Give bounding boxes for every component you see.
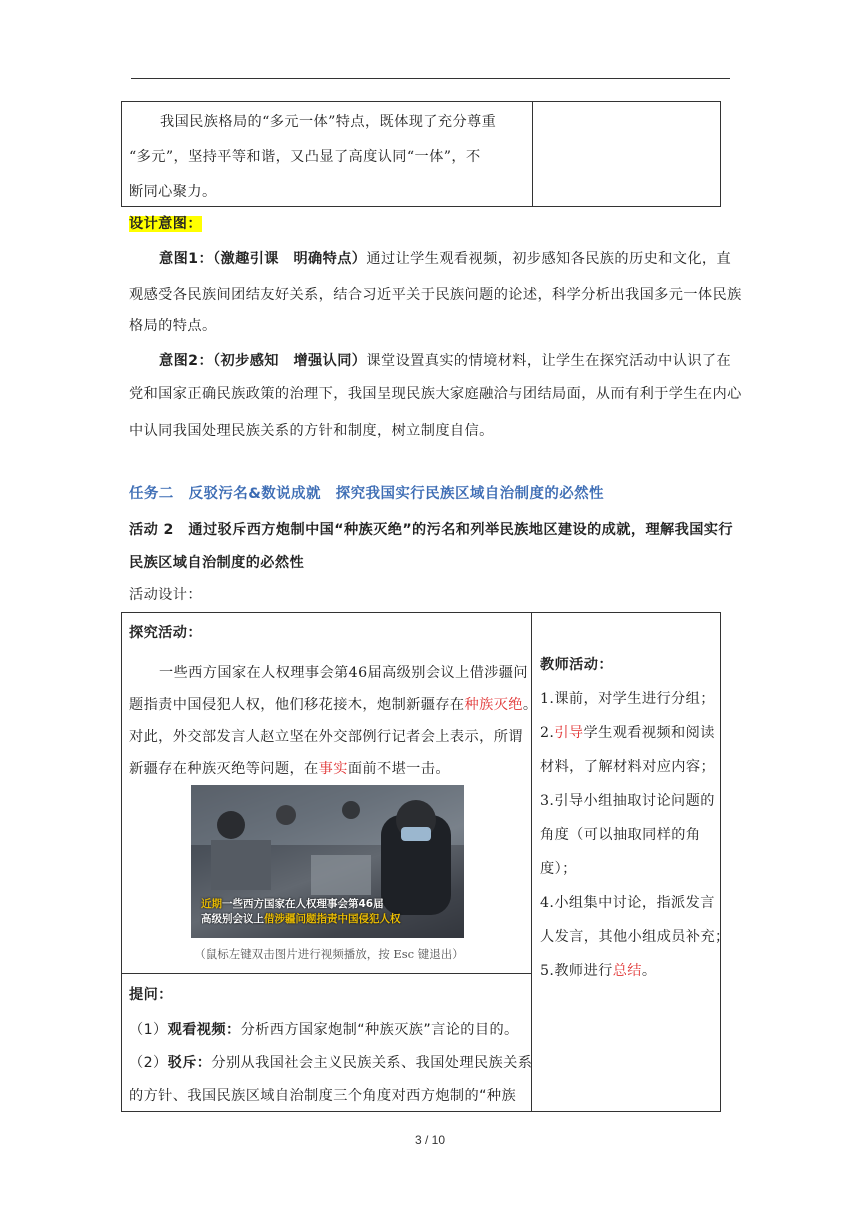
question-2-line: 的方针、我国民族区域自治制度三个角度对西方炮制的“种族	[129, 1088, 517, 1104]
red-keyword: 事实	[318, 761, 348, 777]
question-number: （2）	[129, 1055, 168, 1071]
subtitle-text: 一些西方国家在人权理事会第46届	[222, 898, 384, 910]
questions-heading: 提问：	[129, 987, 173, 1003]
video-caption: （鼠标左键双击图片进行视频播放，按 Esc 键退出）	[194, 947, 464, 961]
subtitle-line	[201, 897, 461, 912]
explore-text-line	[129, 750, 450, 788]
teacher-item: 角度（可以抽取同样的角	[540, 827, 701, 843]
teacher-item: 材料，了解材料对应内容；	[540, 759, 716, 775]
red-keyword: 种族灭绝	[464, 697, 523, 713]
design-intent-heading	[129, 205, 202, 243]
teacher-text: 2.	[540, 725, 555, 741]
page-number: 3 / 10	[414, 1133, 446, 1147]
question-label: 观看视频：	[167, 1022, 241, 1038]
question-number: （1）	[129, 1022, 168, 1038]
subtitle-text: 高级别会议上	[201, 913, 264, 925]
header-rule	[131, 78, 730, 79]
activity-design-label: 活动设计：	[129, 587, 202, 603]
teacher-text: 。	[641, 963, 657, 979]
table-text-line: “多元”，坚持平等和谐，又凸显了高度认同“一体”，不	[129, 149, 481, 165]
activity-2-title: 民族区域自治制度的必然性	[129, 555, 305, 571]
teacher-item	[540, 714, 715, 752]
explore-heading: 探究活动：	[129, 625, 202, 641]
red-keyword: 总结	[612, 963, 642, 979]
intent-1-text: 通过让学生观看视频，初步感知各民族的历史和文化，直	[366, 251, 732, 267]
teacher-item: 1.课前，对学生进行分组；	[540, 691, 715, 707]
intent-1-line	[159, 240, 731, 278]
explore-text: 。	[522, 697, 538, 713]
subtitle-highlight: 近期	[201, 898, 222, 910]
question-text: 分析西方国家炮制“种族灭族”言论的目的。	[240, 1022, 519, 1038]
explore-text-line: 一些西方国家在人权理事会第46届高级别会议上借涉疆问	[159, 665, 528, 681]
video-subtitle	[201, 897, 461, 927]
activity-2-title: 活动 2 通过驳斥西方炮制中国“种族灭绝”的污名和列举民族地区建设的成就，理解我国实行	[129, 522, 733, 538]
teacher-item: 4.小组集中讨论，指派发言	[540, 895, 715, 911]
teacher-item	[540, 952, 656, 990]
intent-1-label: 意图1：（激趣引课 明确特点）	[159, 251, 367, 267]
intent-2-text: 课堂设置真实的情境材料，让学生在探究活动中认识了在	[366, 353, 732, 369]
explore-text-line: 对此，外交部发言人赵立坚在外交部例行记者会上表示，所谓	[129, 729, 523, 745]
intent-1-line: 观感受各民族间团结友好关系，结合习近平关于民族问题的论述，科学分析出我国多元一体民族	[129, 287, 742, 303]
subtitle-highlight: 借涉疆问题指责中国侵犯人权	[264, 913, 401, 925]
explore-text: 新疆存在种族灭绝等问题，在	[129, 761, 319, 777]
intent-2-label: 意图2：（初步感知 增强认同）	[159, 353, 367, 369]
intent-2-line: 党和国家正确民族政策的治理下，我国呈现民族大家庭融洽与团结局面，从而有利于学生在内心	[129, 386, 742, 402]
task-2-title: 任务二 反驳污名&数说成就 探究我国实行民族区域自治制度的必然性	[129, 486, 604, 502]
teacher-item: 人发言，其他小组成员补充；	[540, 929, 730, 945]
teacher-heading: 教师活动：	[540, 657, 613, 673]
explore-text: 面前不堪一击。	[347, 761, 450, 777]
teacher-text: 学生观看视频和阅读	[583, 725, 715, 741]
video-thumbnail[interactable]	[191, 785, 464, 938]
highlight: 设计意图：	[129, 216, 202, 232]
table-text-line: 断同心聚力。	[129, 184, 217, 200]
teacher-text: 5.教师进行	[540, 963, 613, 979]
top-table-divider	[532, 101, 533, 207]
activity-table-row-divider	[121, 973, 531, 974]
intent-1-line: 格局的特点。	[129, 318, 217, 334]
explore-text: 题指责中国侵犯人权，他们移花接木，炮制新疆存在	[129, 697, 465, 713]
red-keyword: 引导	[554, 725, 584, 741]
teacher-item: 3.引导小组抽取讨论问题的	[540, 793, 715, 809]
question-label: 驳斥：	[167, 1055, 212, 1071]
teacher-item: 度）；	[540, 861, 577, 877]
subtitle-line	[201, 912, 461, 927]
question-text: 分别从我国社会主义民族关系、我国处理民族关系	[211, 1055, 533, 1071]
table-text-line: 我国民族格局的“多元一体”特点，既体现了充分尊重	[160, 114, 497, 130]
intent-2-line: 中认同我国处理民族关系的方针和制度，树立制度自信。	[129, 423, 494, 439]
